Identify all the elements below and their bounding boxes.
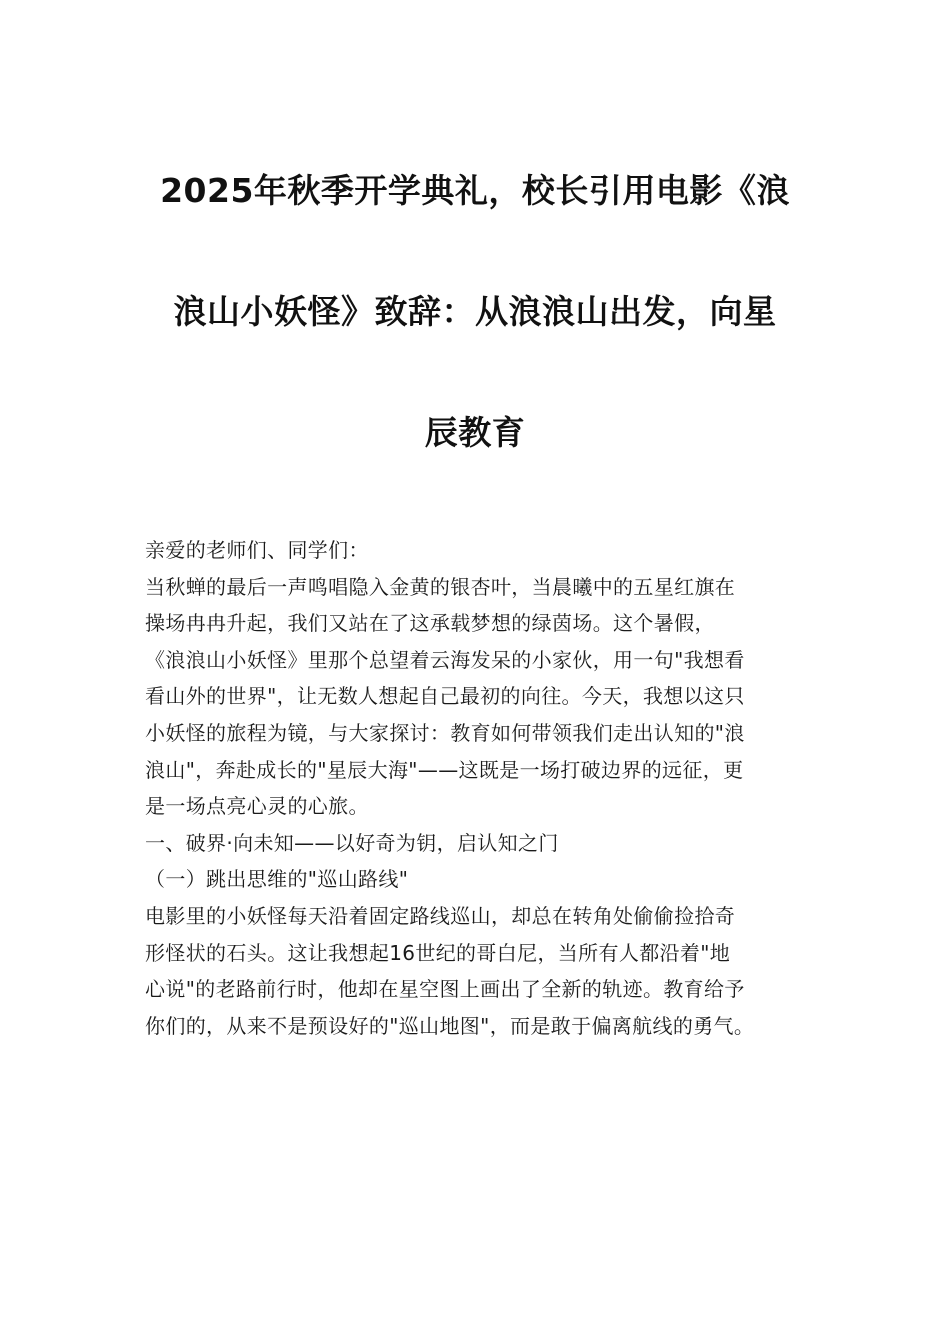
body-line: 操场冉冉升起，我们又站在了这承载梦想的绿茵场。这个暑假，	[145, 611, 715, 636]
body-line: 看山外的世界"，让无数人想起自己最初的向往。今天，我想以这只	[145, 684, 745, 709]
body-line: 是一场点亮心灵的心旅。	[145, 794, 369, 819]
body-line: 小妖怪的旅程为镜，与大家探讨：教育如何带领我们走出认知的"浪	[145, 720, 745, 745]
section-heading: 一、破界·向未知——以好奇为钥，启认知之门	[145, 830, 559, 855]
body-line: 电影里的小妖怪每天沿着固定路线巡山，却总在转角处偷偷捡拾奇	[145, 903, 736, 928]
body-line: 心说"的老路前行时，他却在星空图上画出了全新的轨迹。教育给予	[145, 977, 745, 1002]
body-line: 形怪状的石头。这让我想起16世纪的哥白尼，当所有人都沿着"地	[145, 940, 731, 965]
body-line: 当秋蝉的最后一声鸣唱隐入金黄的银杏叶，当晨曦中的五星红旗在	[145, 574, 736, 599]
subsection-heading: （一）跳出思维的"巡山路线"	[145, 867, 409, 892]
body-line: 《浪浪山小妖怪》里那个总望着云海发呆的小家伙，用一句"我想看	[145, 647, 745, 672]
title-line-2: 浪山小妖怪》致辞：从浪浪山出发，向星	[173, 292, 777, 331]
salutation: 亲爱的老师们、同学们：	[145, 538, 369, 562]
body-line: 你们的，从来不是预设好的"巡山地图"，而是敢于偏离航线的勇气。	[145, 1013, 755, 1038]
document-body	[145, 532, 825, 1044]
title-line-3: 辰教育	[424, 413, 526, 452]
document-title	[145, 130, 805, 493]
title-line-1: 2025年秋季开学典礼，校长引用电影《浪	[160, 171, 790, 210]
body-line: 浪山"，奔赴成长的"星辰大海"——这既是一场打破边界的远征，更	[145, 757, 744, 782]
